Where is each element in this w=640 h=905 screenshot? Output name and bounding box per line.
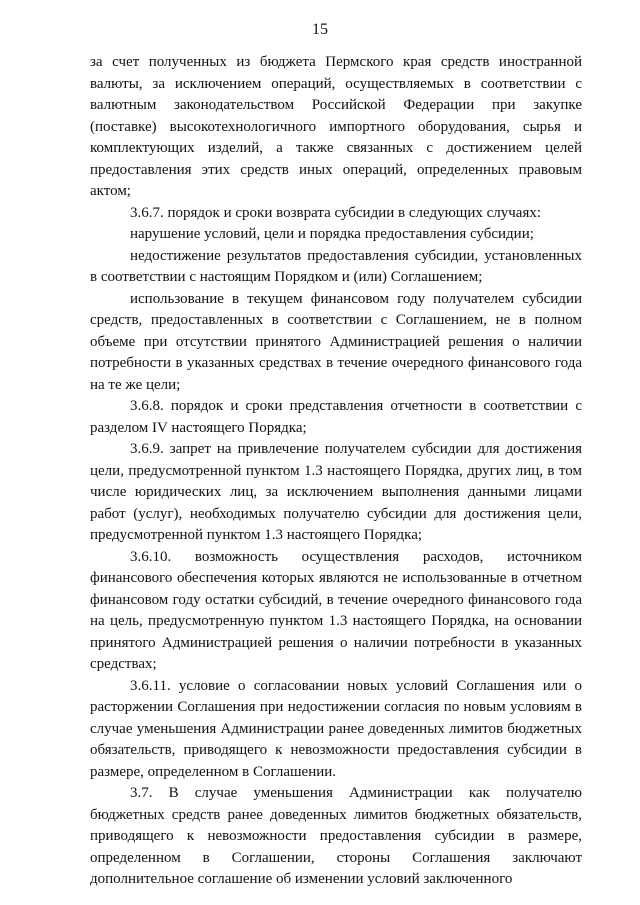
- paragraph-currency-operations: за счет полученных из бюджета Пермского края средств иностранной валюты, за исключением операций, осуществляемых в соответствии с валютным законодательством Российской Федерации при закупке (поставке) высокотехнологичного импортного оборудования, сырья и комплектующих изделий, а также связанных с достижением целей предоставления этих средств иных операций, определенных правовым актом;: [90, 54, 582, 199]
- page-number: 15: [312, 21, 328, 38]
- paragraph-3-6-11: 3.6.11. условие о согласовании новых условий Соглашения или о расторжении Соглашения при недостижении согласия по новым условиям в случае уменьшения Администрации ранее доведенных лимитов бюджетных обязательств, приводящего к невозможности предоставления субсидии в размере, определенном в Соглашении.: [90, 677, 582, 780]
- paragraph-3-6-10: 3.6.10. возможность осуществления расходов, источником финансового обеспечения которых являются не использованные в отчетном финансовом году остатки субсидий, в течение очередного финансового года на цель, предусмотренную пунктом 1.3 настоящего Порядка, на основании принятого Администрацией решения о наличии потребности в указанных средствах;: [90, 548, 582, 672]
- paragraph-3-6-9: 3.6.9. запрет на привлечение получателем субсидии для достижения цели, предусмотренной пунктом 1.3 настоящего Порядка, других лиц, в том числе юридических лиц, за исключением выполнения данными лицами работ (услуг), необходимых получателю субсидии для достижения цели, предусмотренной пунктом 1.3 настоящего Порядка;: [90, 441, 582, 543]
- paragraph-3-6-7: 3.6.7. порядок и сроки возврата субсидии в следующих случаях:: [130, 204, 542, 221]
- paragraph-3-6-8: 3.6.8. порядок и сроки представления отчетности в соответствии с разделом IV настоящего Порядка;: [90, 398, 582, 436]
- document-body: [90, 52, 582, 891]
- paragraph-3-7: 3.7. В случае уменьшения Администрации как получателю бюджетных средств ранее доведенных лимитов бюджетных обязательств, приводящего к невозможности предоставления субсидии в размере, определенном в Соглашении, стороны Соглашения заключают дополнительное соглашение об изменении условий заключенного: [90, 785, 582, 887]
- paragraph-non-achievement: недостижение результатов предоставления субсидии, установленных в соответствии с настоящим Порядком и (или) Соглашением;: [90, 247, 582, 285]
- paragraph-violation: нарушение условий, цели и порядка предоставления субсидии;: [130, 226, 534, 242]
- paragraph-usage: использование в текущем финансовом году получателем субсидии средств, предоставленных в соответствии с Соглашением, не в полном объеме при отсутствии принятого Администрацией решения о наличии потребности в указанных средствах в течение очередного финансового года на те же цели;: [90, 290, 582, 393]
